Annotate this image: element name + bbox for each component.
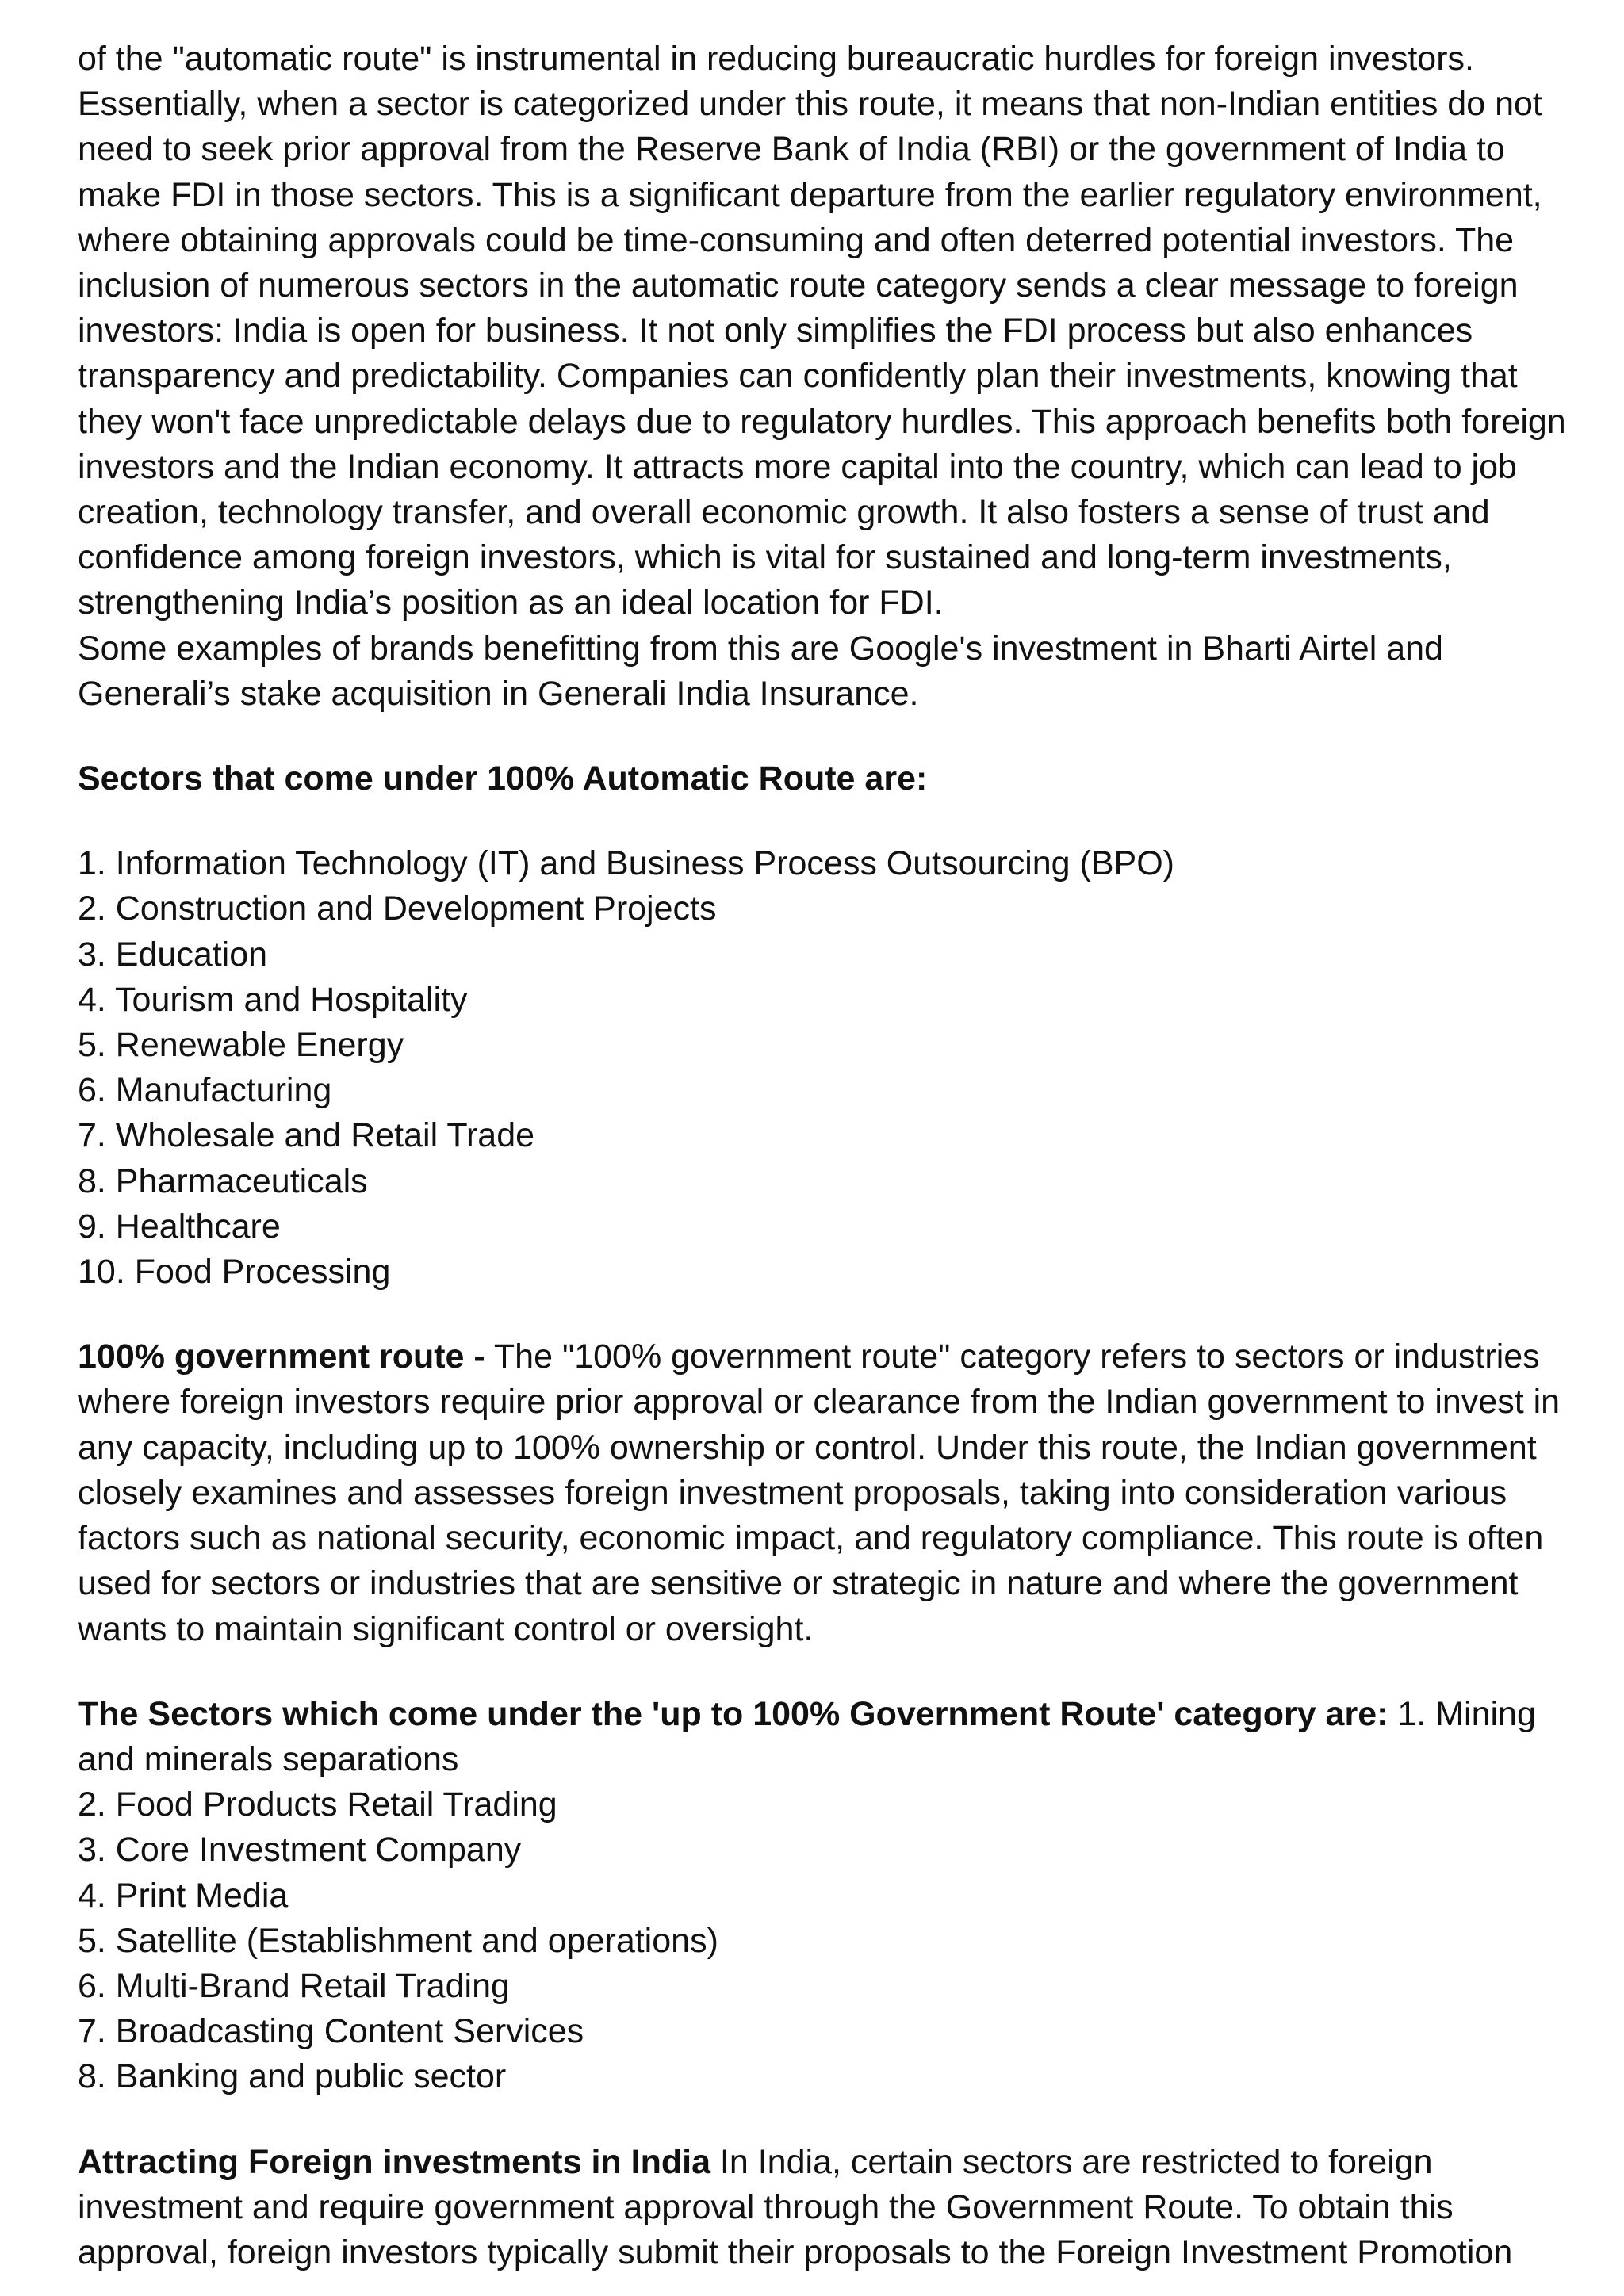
list-item: 5. Satellite (Establishment and operations)	[78, 1921, 718, 1960]
list-item: 2. Food Products Retail Trading	[78, 1785, 557, 1824]
examples-paragraph: Some examples of brands benefitting from this are Google's investment in Bharti Airtel and Generali’s stake acquisition in Generali India Insurance.	[78, 629, 1443, 713]
list-item: 9. Healthcare	[78, 1207, 281, 1246]
document-page	[78, 36, 1568, 2275]
list-item: 4. Tourism and Hospitality	[78, 980, 468, 1019]
government-route-paragraph	[78, 1334, 1568, 1651]
list-item: 7. Broadcasting Content Services	[78, 2012, 584, 2051]
government-sectors-intro	[78, 1692, 1568, 1782]
automatic-route-heading	[78, 756, 1568, 802]
attracting-paragraph	[78, 2140, 1568, 2276]
list-item: 8. Banking and public sector	[78, 2057, 507, 2096]
list-item: 7. Wholesale and Retail Trade	[78, 1116, 535, 1155]
list-item: 6. Multi-Brand Retail Trading	[78, 1966, 510, 2005]
intro-paragraph: of the "automatic route" is instrumental in reducing bureaucratic hurdles for foreign investors. Essentially, when a sector is categorized under this route, it means that non-Indian entities do not need to seek prior approval from the Reserve Bank of India (RBI) or the government of India to make FDI in those sectors. This is a significant departure from the earlier regulatory environment, where obtaining approvals could be time-consuming and often deterred potential investors. The inclusion of numerous sectors in the automatic route category sends a clear message to foreign investors: India is open for business. It not only simplifies the FDI process but also enhances transparency and predictability. Companies can confidently plan their investments, knowing that they won't face unpredictable delays due to regulatory hurdles. This approach benefits both foreign investors and the Indian economy. It attracts more capital into the country, which can lead to job creation, technology transfer, and overall economic growth. It also fosters a sense of trust and confidence among foreign investors, which is vital for sustained and long-term investments, strengthening India’s position as an ideal location for FDI.	[78, 40, 1566, 622]
automatic-route-list	[78, 841, 1568, 1295]
list-item: 5. Renewable Energy	[78, 1026, 404, 1065]
list-item: 2. Construction and Development Projects	[78, 890, 717, 928]
government-sectors-list	[78, 1782, 1568, 2099]
list-item: 3. Education	[78, 935, 268, 974]
attracting-heading: Attracting Foreign investments in India	[78, 2142, 710, 2181]
list-item: 1. Mining and minerals separations	[78, 1694, 1536, 1778]
government-route-term: 100% government route -	[78, 1337, 485, 1376]
list-item: 4. Print Media	[78, 1876, 289, 1915]
list-item: 6. Manufacturing	[78, 1071, 332, 1110]
government-route-definition: The "100% government route" category refers to sectors or industries where foreign investors require prior approval or clearance from the Indian government to invest in any capacity, including up to 100% ownership or control. Under this route, the Indian government closely examines and assesses foreign investment proposals, taking into consideration various factors such as national security, economic impact, and regulatory compliance. This route is often used for sectors or industries that are sensitive or strategic in nature and where the government wants to maintain significant control or oversight.	[78, 1337, 1561, 1648]
list-item: 10. Food Processing	[78, 1253, 391, 1292]
government-sectors-heading: The Sectors which come under the 'up to 100% Government Route' category are:	[78, 1694, 1388, 1733]
spacer	[78, 717, 1568, 756]
spacer	[78, 802, 1568, 841]
list-item: 8. Pharmaceuticals	[78, 1161, 368, 1200]
spacer	[78, 1295, 1568, 1334]
automatic-route-heading-text: Sectors that come under 100% Automatic Route are:	[78, 760, 928, 798]
attracting-text: In India, certain sectors are restricted to foreign investment and require government approval through the Government Route. To obtain this approval, foreign investors typically submit their proposals to the Foreign Investment Promotion	[78, 2142, 1513, 2271]
list-item: 3. Core Investment Company	[78, 1831, 522, 1869]
list-item: 1. Information Technology (IT) and Business Process Outsourcing (BPO)	[78, 844, 1174, 883]
spacer	[78, 1652, 1568, 1692]
spacer	[78, 2100, 1568, 2140]
